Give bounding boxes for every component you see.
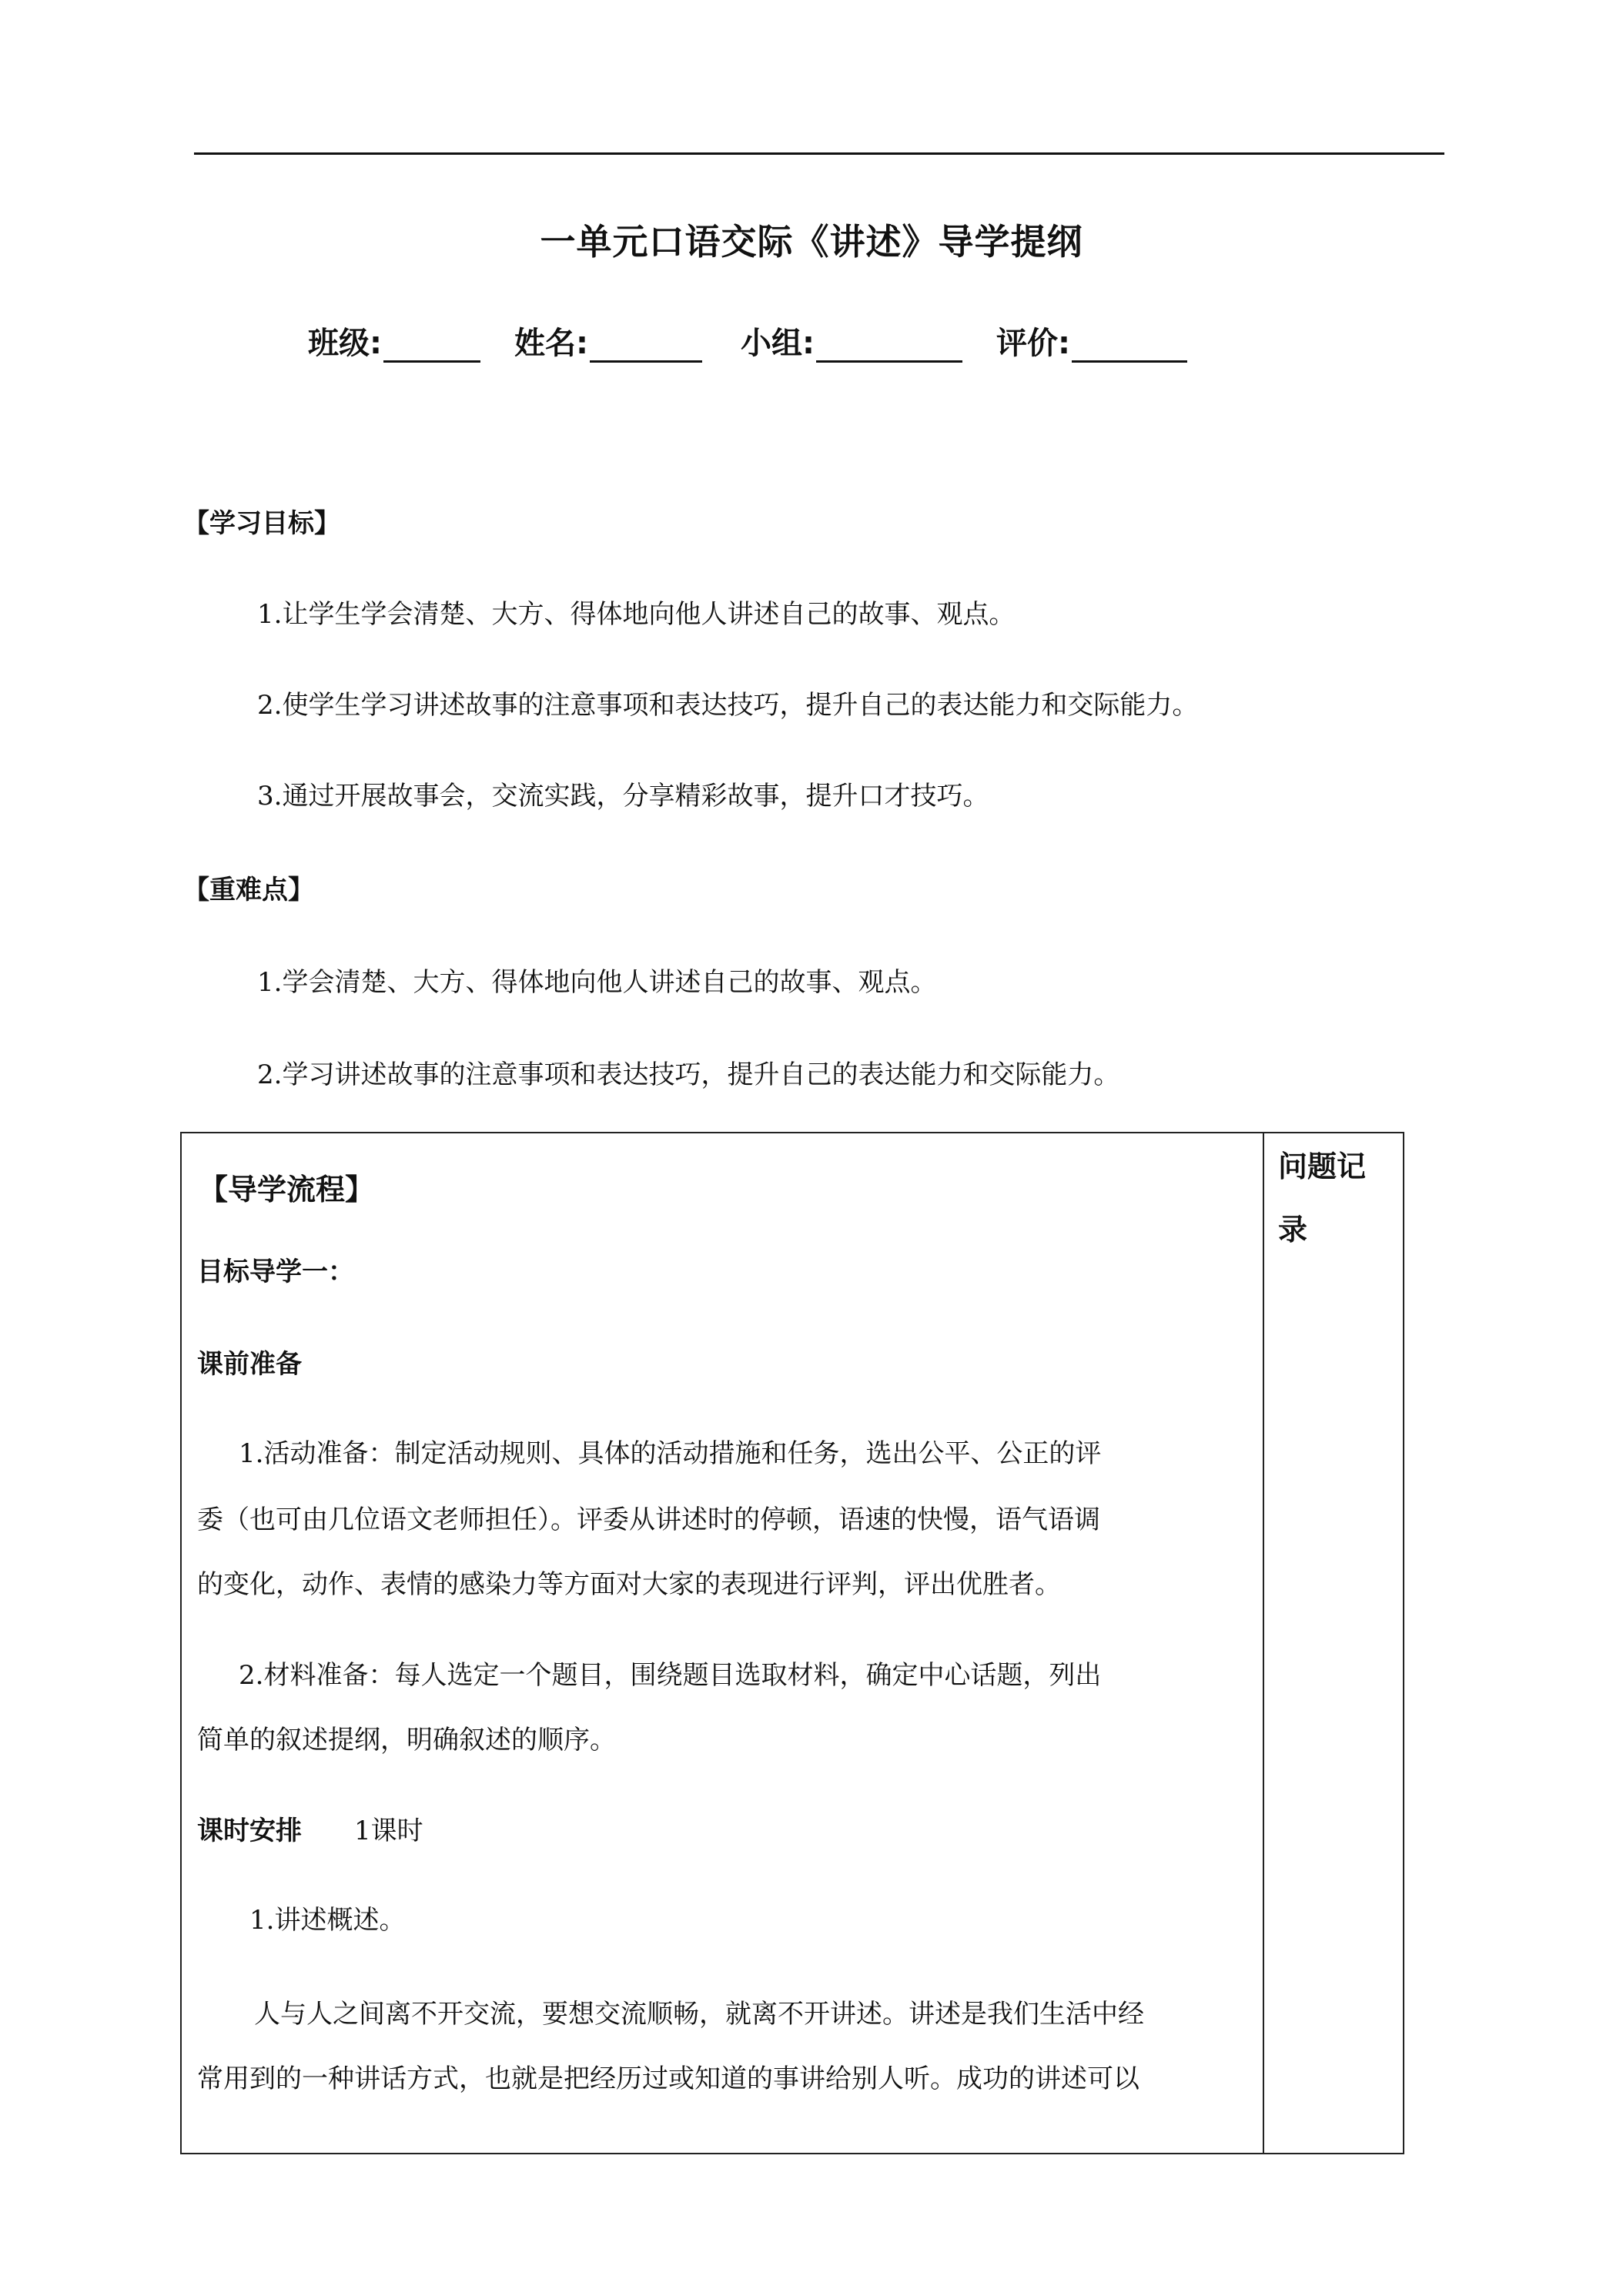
activity-prep-line: 1.活动准备：制定活动规则、具体的活动措施和任务，选出公平、公正的评: [239, 1438, 1102, 1469]
activity-prep-line: 的变化，动作、表情的感染力等方面对大家的表现进行评判，评出优胜者。: [197, 1569, 1061, 1600]
flow-heading: 【导学流程】: [199, 1173, 375, 1207]
group-label: 小组:: [741, 326, 815, 361]
question-notes-heading: 问题记: [1278, 1150, 1367, 1183]
key-point-item: 1.学会清楚、大方、得体地向他人讲述自己的故事、观点。: [257, 967, 937, 998]
evaluation-field: [996, 319, 1187, 363]
overview-line: 常用到的一种讲话方式，也就是把经历过或知道的事讲给别人听。成功的讲述可以: [197, 2063, 1139, 2094]
name-label: 姓名:: [514, 326, 588, 361]
group-field: [741, 319, 962, 363]
key-points-heading: 【重难点】: [183, 875, 314, 905]
group-blank: [816, 325, 962, 363]
schedule-label: 课时安排: [197, 1816, 302, 1846]
objective-item: 1.让学生学会清楚、大方、得体地向他人讲述自己的故事、观点。: [257, 599, 1016, 630]
class-blank: [383, 325, 480, 363]
class-field: [308, 319, 480, 363]
document-title: 一单元口语交际《讲述》导学提纲: [540, 221, 1083, 263]
evaluation-label: 评价:: [996, 326, 1070, 361]
evaluation-blank: [1072, 325, 1187, 363]
objectives-heading: 【学习目标】: [183, 508, 340, 539]
objective-item: 3.通过开展故事会，交流实践，分享精彩故事，提升口才技巧。: [257, 781, 989, 812]
table-column-divider: [1263, 1132, 1264, 2154]
goal-one-heading: 目标导学一：: [197, 1257, 354, 1287]
activity-prep-line: 委（也可由几位语文老师担任）。评委从讲述时的停顿，语速的快慢，语气语调: [197, 1504, 1100, 1535]
key-point-item: 2.学习讲述故事的注意事项和表达技巧，提升自己的表达能力和交际能力。: [257, 1059, 1120, 1090]
name-field: [514, 319, 702, 363]
question-notes-heading-cont: 录: [1278, 1213, 1308, 1247]
objective-item: 2.使学生学习讲述故事的注意事项和表达技巧，提升自己的表达能力和交际能力。: [257, 690, 1199, 721]
material-prep-line: 2.材料准备：每人选定一个题目，围绕题目选取材料，确定中心话题，列出: [239, 1660, 1102, 1691]
schedule-value: 1课时: [354, 1816, 423, 1846]
material-prep-line: 简单的叙述提纲，明确叙述的顺序。: [197, 1725, 616, 1755]
name-blank: [590, 325, 702, 363]
header-rule: [194, 152, 1444, 155]
prep-heading: 课前准备: [197, 1349, 302, 1380]
overview-line: 人与人之间离不开交流，要想交流顺畅，就离不开讲述。讲述是我们生活中经: [254, 1999, 1144, 2030]
class-label: 班级:: [308, 326, 382, 361]
overview-heading: 1.讲述概述。: [249, 1905, 406, 1936]
